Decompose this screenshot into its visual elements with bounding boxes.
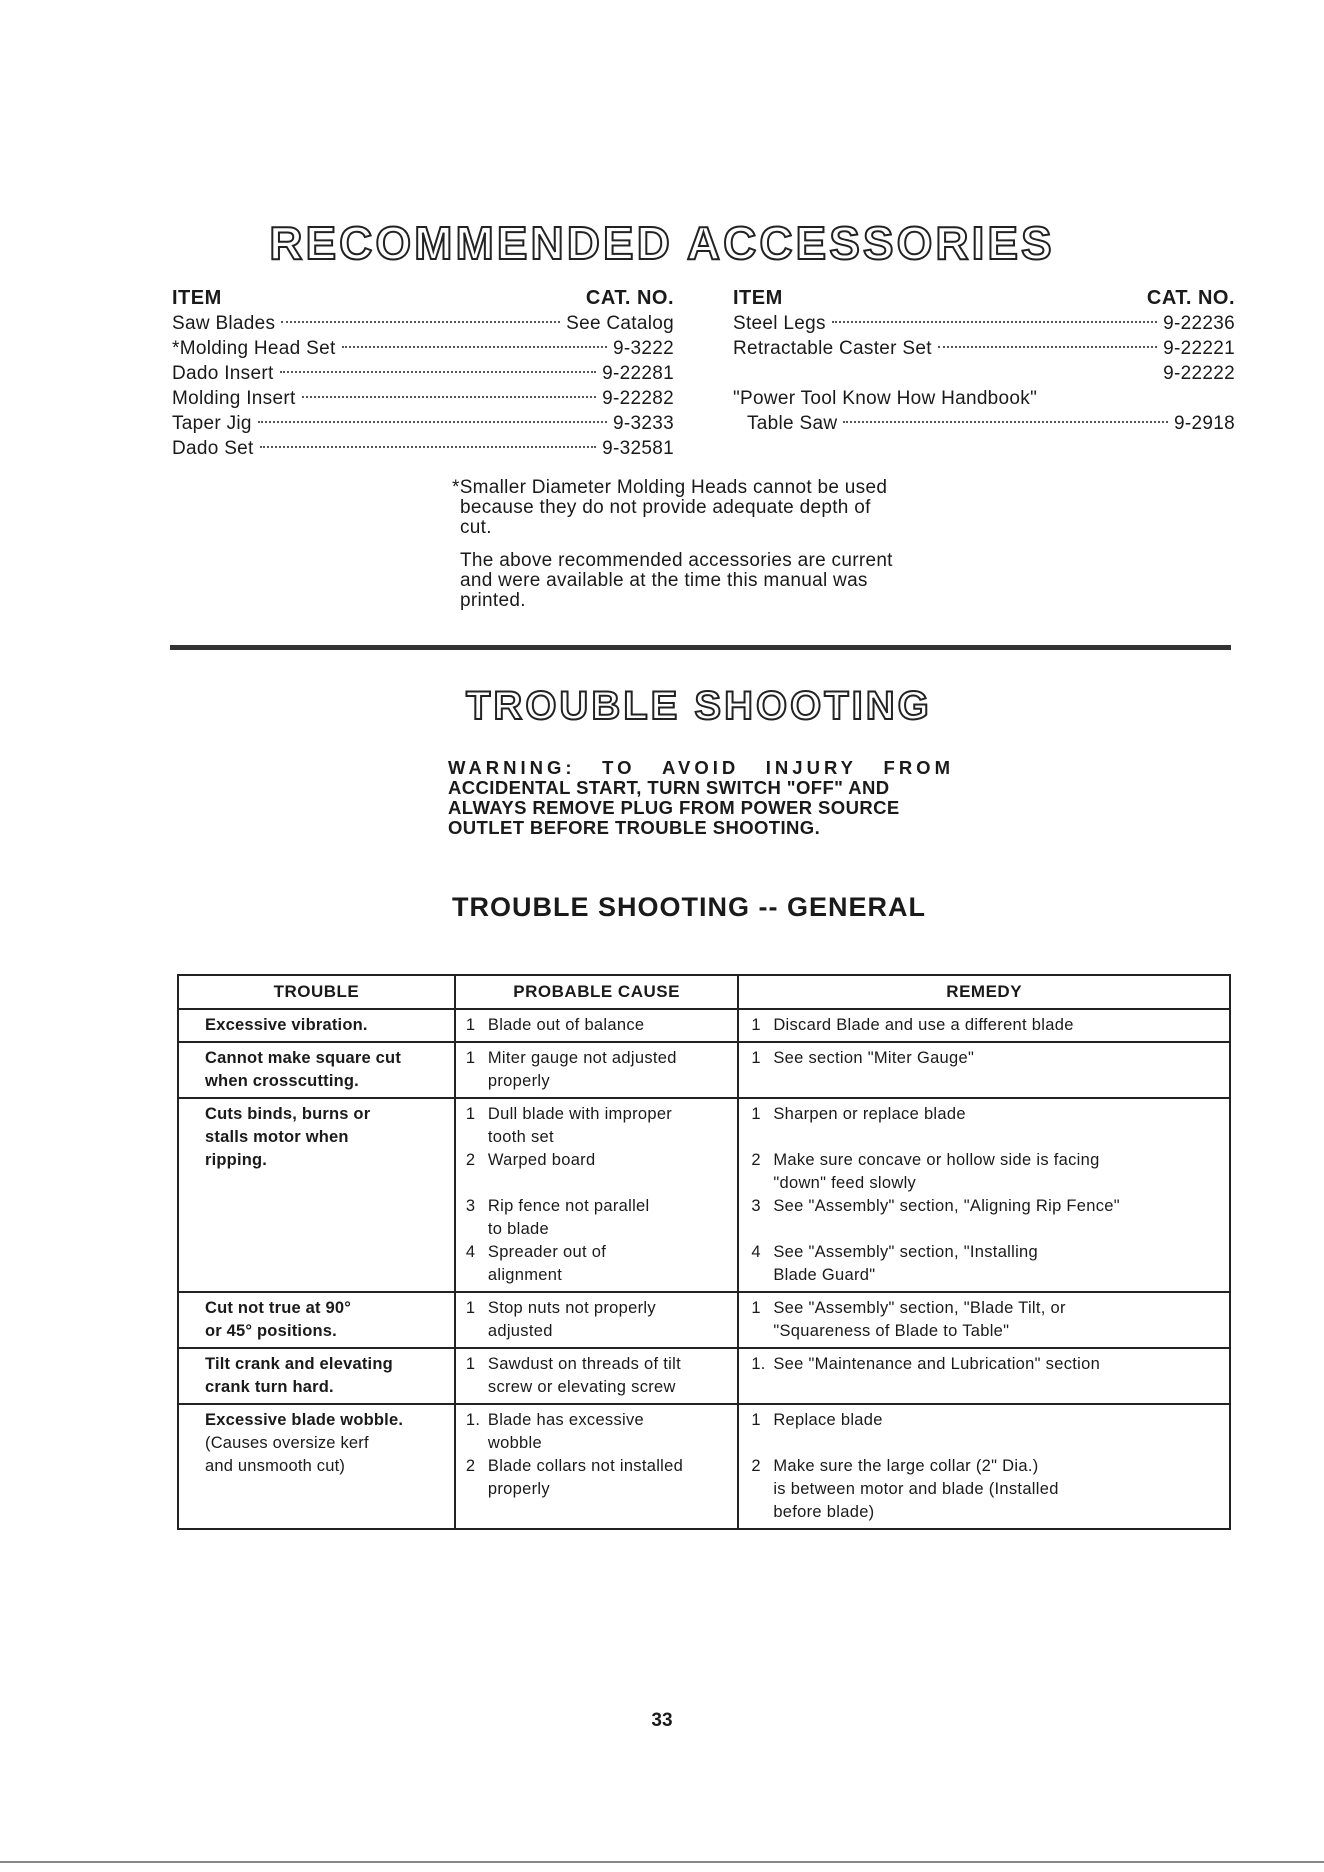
accessory-row [733,386,1235,411]
remedy-cell [738,1042,1230,1098]
page-number: 33 [651,1710,673,1731]
accessory-name: Molding Insert [172,388,296,409]
trouble-cell: Excessive vibration. [178,1009,455,1042]
column-header-remedy: REMEDY [738,975,1230,1009]
remedy-cell [738,1348,1230,1404]
accessory-name: *Molding Head Set [172,338,336,359]
accessory-name: Steel Legs [733,313,826,334]
accessory-row [172,411,674,436]
cat-header: CAT. NO. [1146,287,1235,309]
accessory-name: Retractable Caster Set [733,338,932,359]
trouble-cell: Cut not true at 90° or 45° positions. [178,1292,455,1348]
accessories-title: RECOMMENDED ACCESSORIES [269,217,1055,269]
warning-line-1: WARNING: TO AVOID INJURY FROM [448,757,954,778]
accessory-name: Saw Blades [172,313,276,334]
accessory-row [733,411,1235,436]
accessories-right-column [733,286,1235,436]
cause-item: 1. Blade has excessive wobble [465,1411,645,1452]
cause-item: 1 Stop nuts not properly adjusted [465,1299,656,1340]
accessory-row [172,311,674,336]
table-row [178,1098,1230,1292]
accessory-name: "Power Tool Know How Handbook" [733,388,1038,409]
warning-line-3: ALWAYS REMOVE PLUG FROM POWER SOURCE [448,797,900,818]
cause-item: 1 Sawdust on threads of tilt screw or elevating screw [465,1355,681,1396]
remedy-cell [738,1404,1230,1529]
note-line: cut. [460,517,492,538]
trouble-shooting-title: TROUBLE SHOOTING [466,684,932,728]
trouble-cell: Tilt crank and elevating crank turn hard. [178,1348,455,1404]
accessory-cat-no: 9-22281 [602,363,674,384]
cause-item: 1 Miter gauge not adjusted properly [465,1049,677,1090]
remedy-item: 1 Replace blade [751,1411,883,1429]
accessory-cat-no: 9-22236 [1163,313,1235,334]
trouble-cell: Excessive blade wobble. (Causes oversize kerf and unsmooth cut) [178,1404,455,1529]
table-header-row [178,975,1230,1009]
accessory-cat-no: 9-3233 [613,413,674,434]
accessory-row [172,361,674,386]
table-row [178,1292,1230,1348]
remedy-item: 2 Make sure concave or hollow side is facing "down" feed slowly [751,1151,1100,1192]
accessory-row [733,361,1235,386]
section-divider [170,645,1231,650]
accessory-name: Dado Set [172,438,254,459]
remedy-cell [738,1098,1230,1292]
cat-header: CAT. NO. [585,287,674,309]
accessory-name: Dado Insert [172,363,274,384]
accessory-cat-no: 9-22282 [602,388,674,409]
column-header-cause: PROBABLE CAUSE [455,975,738,1009]
table-row [178,1042,1230,1098]
accessory-cat-no: 9-3222 [613,338,674,359]
remedy-cell [738,1292,1230,1348]
table-row [178,1009,1230,1042]
accessories-right-header [733,286,1235,311]
column-header-trouble: TROUBLE [178,975,455,1009]
accessory-cat-no: 9-32581 [602,438,674,459]
cause-cell [455,1009,738,1042]
trouble-shooting-table [177,974,1231,1530]
accessory-name: Taper Jig [172,413,252,434]
trouble-cell: Cuts binds, burns or stalls motor when ripping. [178,1098,455,1292]
accessory-row [172,436,674,461]
note-line: printed. [460,590,526,611]
cause-item: 3 Rip fence not parallel to blade [465,1197,650,1238]
remedy-item: 1 Sharpen or replace blade [751,1105,966,1123]
accessory-name: Table Saw [747,413,838,434]
cause-item: 1 Dull blade with improper tooth set [465,1105,673,1146]
accessory-row [172,386,674,411]
table-row [178,1348,1230,1404]
remedy-cell [738,1009,1230,1042]
note-line: The above recommended accessories are current [460,550,893,571]
remedy-item: 4 See "Assembly" section, "Installing Blade Guard" [751,1243,1039,1284]
trouble-cell: Cannot make square cut when crosscutting. [178,1042,455,1098]
scan-edge-line [0,1861,1324,1863]
cause-cell [455,1404,738,1529]
molding-head-note [452,478,952,538]
note-line: because they do not provide adequate depth of [460,497,871,518]
remedy-item: 2 Make sure the large collar (2" Dia.) is between motor and blade (Installed before blade) [751,1457,1059,1521]
cause-item: 2 Warped board [465,1151,596,1169]
accessory-cat-no: 9-22222 [1163,363,1235,384]
item-header: ITEM [172,287,222,309]
remedy-item: 3 See "Assembly" section, "Aligning Rip Fence" [751,1197,1120,1215]
remedy-item: 1. See "Maintenance and Lubrication" section [751,1355,1101,1373]
cause-cell [455,1348,738,1404]
accessory-cat-no: See Catalog [566,313,674,334]
availability-note [452,551,952,611]
item-header: ITEM [733,287,783,309]
note-line: *Smaller Diameter Molding Heads cannot be used [452,477,888,498]
warning-line-2: ACCIDENTAL START, TURN SWITCH "OFF" AND [448,777,890,798]
warning-line-4: OUTLET BEFORE TROUBLE SHOOTING. [448,817,821,838]
warning-text [448,758,954,838]
accessory-cat-no: 9-2918 [1174,413,1235,434]
cause-cell [455,1292,738,1348]
cause-item: 4 Spreader out of alignment [465,1243,607,1284]
cause-cell [455,1098,738,1292]
trouble-shooting-subtitle: TROUBLE SHOOTING -- GENERAL [452,892,926,922]
cause-item: 1 Blade out of balance [465,1016,645,1034]
cause-item: 2 Blade collars not installed properly [465,1457,684,1498]
note-line: and were available at the time this manual was [460,570,868,591]
remedy-item: 1 See "Assembly" section, "Blade Tilt, or "Squareness of Blade to Table" [751,1299,1066,1340]
cause-cell [455,1042,738,1098]
remedy-item: 1 See section "Miter Gauge" [751,1049,975,1067]
accessory-row [733,336,1235,361]
accessory-row [172,336,674,361]
table-row [178,1404,1230,1529]
accessory-cat-no: 9-22221 [1163,338,1235,359]
accessory-row [733,311,1235,336]
accessories-left-column [172,286,674,461]
remedy-item: 1 Discard Blade and use a different blade [751,1016,1074,1034]
accessories-left-header [172,286,674,311]
